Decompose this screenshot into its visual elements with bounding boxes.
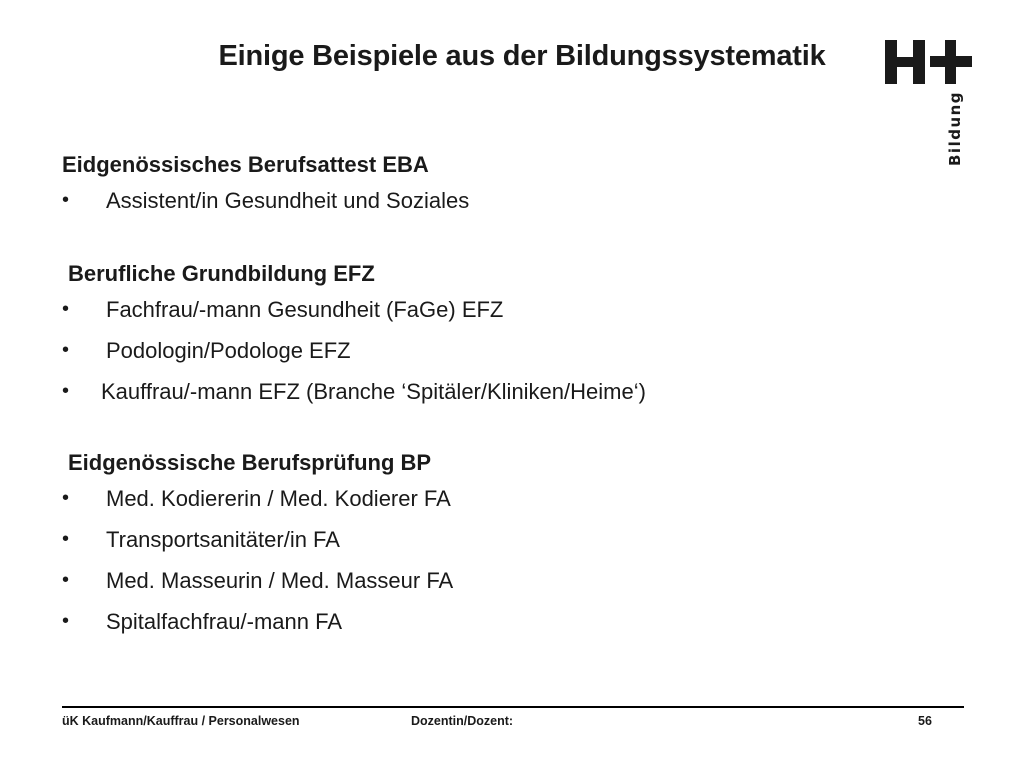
slide-content <box>62 150 882 642</box>
slide-title: Einige Beispiele aus der Bildungssystematik <box>218 40 826 72</box>
footer-divider <box>62 706 964 708</box>
bullet-dot: • <box>62 487 70 509</box>
footer-lecturer-label: Dozentin/Dozent: <box>411 714 514 728</box>
bullet-dot: • <box>62 528 70 550</box>
footer-course-label: üK Kaufmann/Kauffrau / Personalwesen <box>62 714 300 728</box>
bullet-dot: • <box>62 189 70 211</box>
list-item-text: Fachfrau/-mann Gesundheit (FaGe) EFZ <box>106 297 504 322</box>
list-item <box>62 478 882 519</box>
list-item-text: Podologin/Podologe EFZ <box>106 338 351 363</box>
section-heading-eba: Eidgenössisches Berufsattest EBA <box>62 152 429 177</box>
list-item <box>62 560 882 601</box>
section-heading-efz: Berufliche Grundbildung EFZ <box>68 261 375 286</box>
list-item <box>62 330 882 371</box>
list-item <box>62 601 882 642</box>
list-item <box>62 289 882 330</box>
list-item-text: Spitalfachfrau/-mann FA <box>106 609 343 634</box>
bullet-dot: • <box>62 339 70 361</box>
bullet-dot: • <box>62 298 70 320</box>
list-item-text: Assistent/in Gesundheit und Soziales <box>106 188 470 213</box>
section-heading-bp: Eidgenössische Berufsprüfung BP <box>68 450 432 475</box>
list-item-text: Med. Kodiererin / Med. Kodierer FA <box>106 486 451 511</box>
list-item-text: Kauffrau/-mann EFZ (Branche ‘Spitäler/Kliniken/Heime‘) <box>101 379 646 404</box>
list-item <box>62 519 882 560</box>
page-number: 56 <box>918 714 932 728</box>
bullet-dot: • <box>62 610 70 632</box>
bullet-dot: • <box>62 380 70 402</box>
list-item <box>62 180 882 221</box>
h-plus-bildung-logo <box>883 38 978 168</box>
list-item-text: Transportsanitäter/in FA <box>106 527 340 552</box>
bullet-dot: • <box>62 569 70 591</box>
list-item <box>62 371 882 412</box>
list-item-text: Med. Masseurin / Med. Masseur FA <box>106 568 454 593</box>
logo-subtitle: Bildung <box>946 90 964 166</box>
